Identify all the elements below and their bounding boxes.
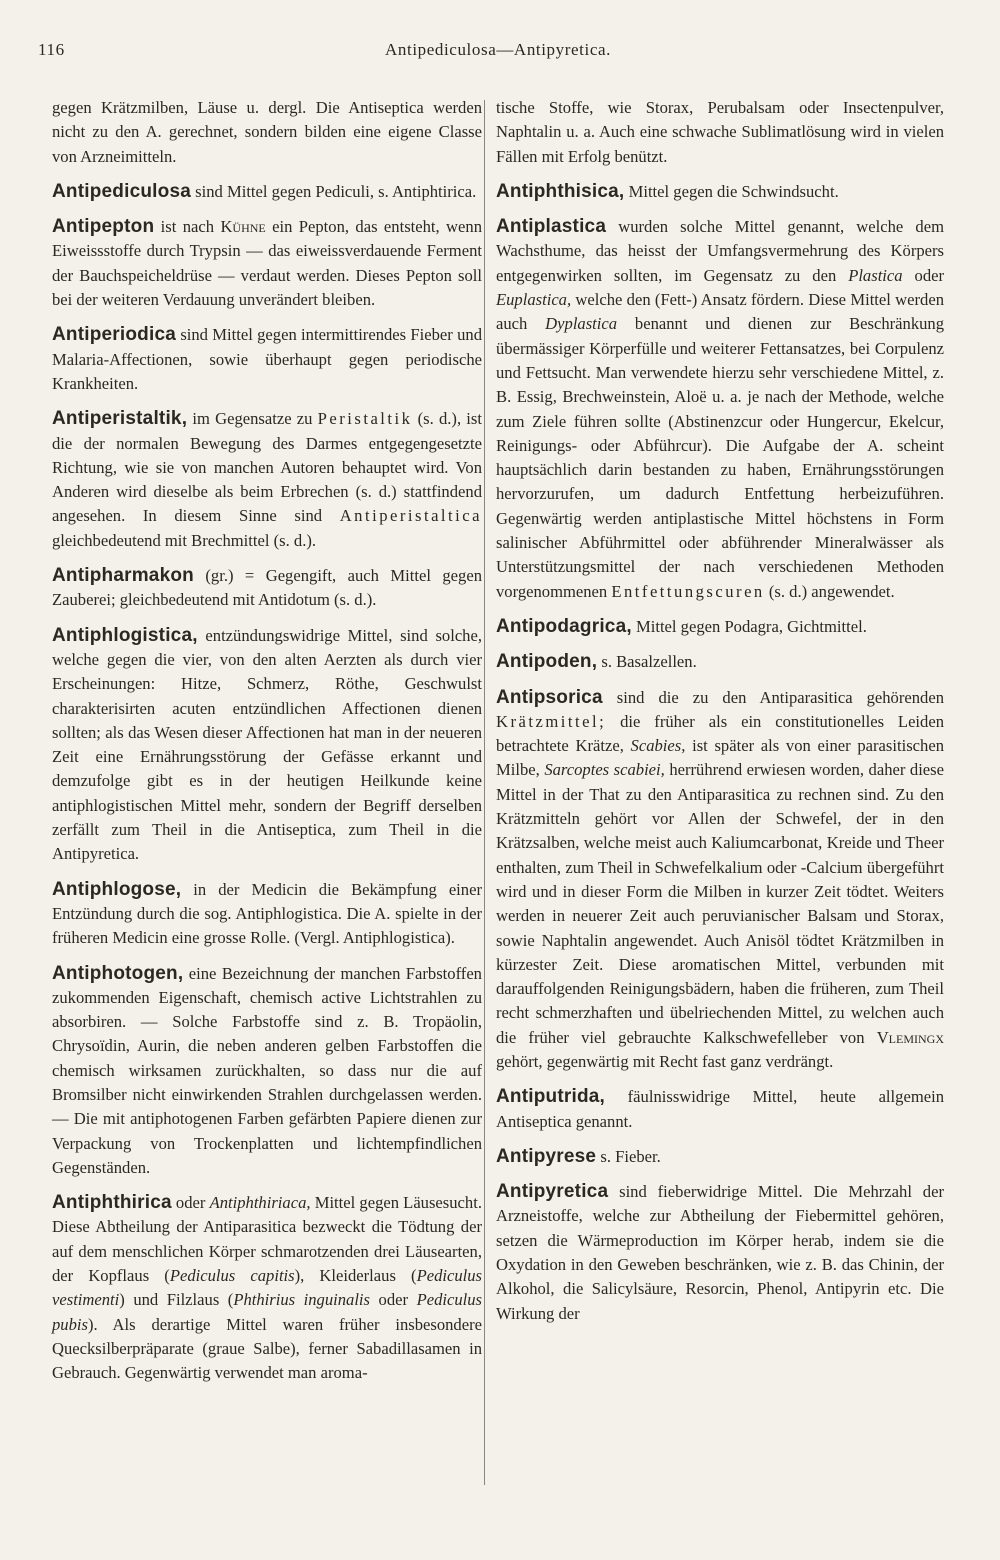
left-column [52, 96, 482, 1397]
headword: Antipediculosa [52, 180, 191, 202]
headword: Antipharmakon [52, 565, 194, 587]
entry-body: Mittel gegen Podagra, Gichtmittel. [635, 616, 867, 636]
entry-body: sind die zu den Antiparasitica gehörenden [616, 687, 944, 707]
italic-term: Euplastica, [496, 290, 572, 310]
entry-antiphlogose [52, 878, 482, 951]
italic-term: Dyplastica [545, 314, 618, 334]
entry-body: sind fieberwidrige Mittel. Die Mehrzahl der Arzneistoffe, welche zur Abtheilung der Fiebermittel gehören, setzen die Wärmeproduction im Körper herab, indem sie die Oxydation in den Geweben beschränken, wie z. B. das Chinin, der Alkohol, die Salicylsäure, Resorcin, Phenol, Antipyrin etc. Die Wirkung der [496, 1182, 944, 1323]
entry-antiphlogistica [52, 624, 482, 867]
entry-antipepton [52, 215, 482, 312]
entry-antiplastica [496, 215, 944, 604]
entry-body: oder [914, 265, 945, 285]
entry-body: fäulnisswidrige Mittel, heute allgemein Antiseptica genannt. [496, 1087, 944, 1131]
entry-body: gleichbedeutend mit Brechmittel (s. d.). [52, 530, 317, 550]
headword: Antipsorica [496, 686, 603, 708]
entry-body: s. Basalzellen. [601, 652, 697, 672]
headword: Antiphlogistica, [52, 624, 198, 646]
entry-body: herrührend erwiesen worden, daher diese Mittel in der That zu den Antiparasitica zu rechnen sind. Zu den Krätzmitteln gehört vor Allen der Schwefel, der in den Krätzsalben, welche meist auch Kaliumcarbonat, Kreide und Theer enthalten, zum Theil in Schwefelkalium oder -Calcium übergeführt wird und in dieser Form die Milben in kurzer Zeit tödtet. Weiters werden in neuerer Zeit auch peruvianischer Balsam und Storax, sowie Naphtalin angewendet. Auch Anisöl tödtet Krätzmilben in kürzester Zeit. Diese aromatischen Mittel, verbunden mit darauffolgenden Reinigungsbädern, haben die früheren, zum Theil recht schmerzhaften und übelriechenden Mittel, zu welchen auch die früher viel gebrauchte Kalkschwefelleber von [496, 760, 944, 1047]
headword: Antipyretica [496, 1181, 609, 1203]
italic-term: Sarcoptes scabiei, [544, 760, 665, 780]
italic-term: Plastica [848, 265, 903, 285]
entry-body: Mittel gegen die Schwindsucht. [628, 181, 839, 201]
entry-antiphotogen [52, 962, 482, 1181]
headword: Antipodagrica, [496, 615, 632, 637]
entry-body: oder [175, 1193, 206, 1213]
spaced-term: Antiperistaltica [339, 506, 482, 526]
entry-body: ist später als von einer parasitischen Milbe, [496, 736, 944, 780]
entry-antipsorica [496, 686, 944, 1075]
headword: Antiphthirica [52, 1192, 172, 1214]
entry-body: die früher als ein constitutionelles Leiden betrachtete Krätze, [496, 711, 945, 756]
entry-antipodagrica [496, 615, 944, 639]
entry-body: sind Mittel gegen intermittirendes Fieber und Malaria-Affectionen, sowie überhaupt gegen periodische Krankheiten. [52, 325, 482, 393]
entry-body: entzündungswidrige Mittel, sind solche, welche gegen die vier, von den alten Aerzten als durch vier Erscheinungen: Hitze, Schmerz, Röthe, Geschwulst charakterisirten acuten entzündlichen Affectionen dienen sollten; als das Wesen dieser Affectionen hat man in der neueren Zeit eine Ernährungsstörung der Gefässe erkannt und demzufolge gibt es in der heutigen Heilkunde keine antiphlogistischen Mittel mehr, sondern der Begriff derselben zerfällt zum Theil in die Antiseptica, zum Theil in die Antipyretica. [52, 625, 482, 864]
headword: Antiplastica [496, 216, 607, 238]
entry-body: sind Mittel gegen Pediculi, s. Antiphtirica. [195, 181, 477, 201]
right-column [496, 96, 944, 1337]
entry-antipyretica [496, 1180, 944, 1326]
entry-body: (s. d.), ist die der normalen Bewegung des Darmes entgegengesetzte Richtung, wie sie von manchen Autoren behauptet wird. Von Anderen wird dieselbe als beim Erbrechen (s. d.) stattfindend angesehen. In diesem Sinne sind [52, 409, 482, 526]
entry-body: wurden solche Mittel genannt, welche dem Wachsthume, das heisst der Umfangsvermehrung des Körpers entgegenwirken sollten, im Gegensatz zu den [496, 217, 944, 285]
entry-antiphthirica [52, 1191, 482, 1385]
spaced-term: Krätzmittel; [496, 711, 607, 731]
entry-antiputrida [496, 1085, 944, 1134]
entry-body: in der Medicin die Bekämpfung einer Entzündung durch die sog. Antiphlogistica. Die A. spielte in der früheren Medicin eine grosse Rolle. (Vergl. Antiphlogistica). [52, 879, 482, 948]
italic-term: Scabies, [630, 736, 686, 756]
entry-body: welche den (Fett-) Ansatz fördern. Diese Mittel werden auch [496, 290, 944, 334]
page-header [38, 40, 958, 70]
author-name: Vlemingx [876, 1027, 944, 1047]
spaced-term: Peristaltik [317, 409, 413, 429]
entry-antiphthisica [496, 180, 944, 204]
headword: Antiperiodica [52, 324, 177, 346]
entry-body: eine Bezeichnung der manchen Farbstoffen zukommenden Eigenschaft, chemisch active Lichtstrahlen zu absorbiren. — Solche Farbstoffe sind z. B. Tropäolin, Chrysoïdin, Aurin, die neben anderen gelben Farbstoffen die chemisch wirksamen zurückhalten, so dass nur die auf Bromsilber nicht einwirkenden Strahlen durchgelassen werden. — Die mit antiphotogenen Farben gefärbten Papiere dienen zur Verpackung von Trockenplatten und lichtempfindlichen Gegenständen. [52, 963, 482, 1177]
entry-body: ), Kleiderlaus ( [294, 1266, 417, 1286]
headword: Antipepton [52, 216, 155, 238]
entry-body: benannt und dienen zur Beschränkung übermässiger Körperfülle und weiterer Fettansatzes, bei Corpulenz und Fettsucht. Man verwendete hierzu sehr verschiedene Mittel, z. B. Essig, Brechweinstein, Aloë u. a. je nach der Methode, welche zum Ziele führen sollte (Abstinenzcur oder Hungercur, Ekelcur, Reinigungs- oder Abführcur). Die Aufgabe der A. scheint hauptsächlich darin bestanden zu haben, Ernährungsstörungen hervorzurufen, um dadurch Entfettung herbeizuführen. Gegenwärtig werden antiplastische Mittel höchstens in Form salinischer Abführmittel oder abführender Mineralwässer als Unterstützungsmittel der nach verschiedenen Methoden vorgenommenen [496, 314, 945, 601]
entry-body: ). Als derartige Mittel waren früher insbesondere Quecksilberpräparate (graue Salbe), ferner Sabadillasamen in Gebrauch. Gegenwärtig verwendet man aroma- [52, 1314, 482, 1383]
italic-term: Pediculus capitis [169, 1266, 295, 1286]
headword: Antiperistaltik, [52, 408, 188, 430]
italic-term: Antiphthiriaca, [209, 1193, 311, 1213]
italic-term: Phthirius inguinalis [233, 1290, 371, 1310]
entry-antipoden [496, 650, 944, 674]
entry-antipediculosa [52, 180, 482, 204]
entry-body: Mittel gegen Läusesucht. Diese Abtheilung der Antiparasitica bezweckt die Tödtung der auf dem menschlichen Körper schmarotzenden drei Läusearten, der Kopflaus ( [52, 1193, 482, 1286]
entry-body: oder [378, 1290, 409, 1310]
headword: Antipyrese [496, 1145, 597, 1167]
entry-antiperistaltik [52, 407, 482, 553]
entry-body: im Gegensatze zu [192, 409, 313, 429]
headword: Antiphthisica, [496, 180, 625, 202]
entry-body: ein Pepton, das entsteht, wenn Eiweissstoffe durch Trypsin — das eiweissverdauende Ferment der Bauchspeicheldrüse — verdaut werden. Dieses Pepton soll bei der weiteren Verdauung unverändert bleiben. [52, 217, 483, 310]
entry-body: (gr.) = Gegengift, auch Mittel gegen Zauberei; gleichbedeutend mit Antidotum (s. d.). [52, 566, 482, 610]
column-divider [484, 100, 485, 1485]
headword: Antiphotogen, [52, 962, 184, 984]
continuation-text: gegen Krätzmilben, Läuse u. dergl. Die Antiseptica werden nicht zu den A. gerechnet, sondern bilden eine eigene Classe von Arzneimitteln. [52, 98, 482, 166]
entry-antipyrese [496, 1145, 944, 1169]
headword: Antipoden, [496, 651, 598, 673]
entry-antiperiodica [52, 323, 482, 396]
page-number: 116 [38, 40, 65, 59]
entry-body: gehört, gegenwärtig mit Recht fast ganz verdrängt. [496, 1051, 834, 1071]
entry-body: (s. d.) angewendet. [768, 581, 895, 601]
headword: Antiphlogose, [52, 878, 182, 900]
entry-antipharmakon [52, 564, 482, 613]
author-name: Kühne [220, 217, 266, 237]
running-title: Antipediculosa—Antipyretica. [385, 40, 611, 59]
entry-body: ) und Filzlaus ( [119, 1290, 234, 1310]
italic-term: Pediculus pubis [52, 1290, 483, 1334]
spaced-term: Entfettungscuren [611, 581, 765, 601]
continuation-text: tische Stoffe, wie Storax, Perubalsam oder Insectenpulver, Naphtalin u. a. Auch eine schwache Sublimatlösung wird in vielen Fällen mit Erfolg benützt. [496, 98, 944, 166]
entry-body: s. Fieber. [600, 1146, 661, 1166]
entry-body: ist nach [160, 217, 215, 237]
headword: Antiputrida, [496, 1086, 605, 1108]
italic-term: Pediculus vestimenti [52, 1266, 483, 1310]
